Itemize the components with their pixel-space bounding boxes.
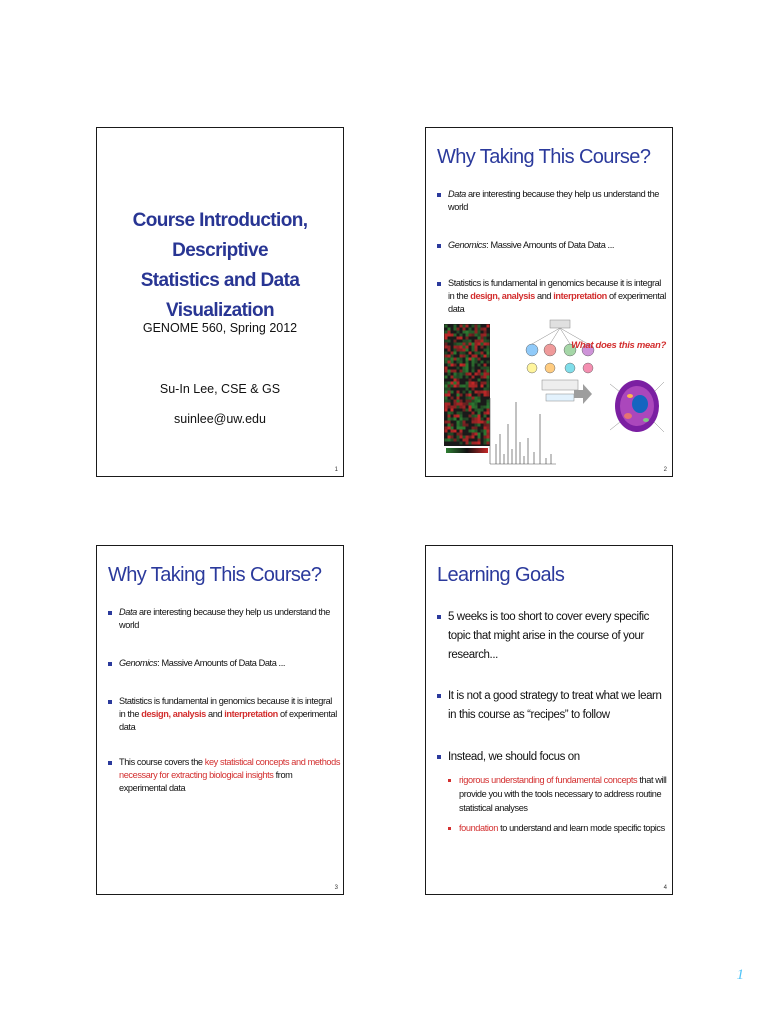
bullet-list <box>437 188 669 316</box>
bullet-list <box>437 608 669 841</box>
bullet-em: Genomics <box>119 658 158 668</box>
slide-number: 4 <box>663 885 667 891</box>
slide-title <box>97 206 343 326</box>
bullet-data <box>437 188 669 214</box>
bullet-em: Genomics <box>448 240 487 250</box>
sub-bullet-rigorous <box>448 773 669 815</box>
bullet-text: are interesting because they help us understand the world <box>119 607 331 630</box>
sub-bullet-highlight: rigorous understanding of fundamental concepts <box>459 775 638 785</box>
bullet-genomics <box>437 239 669 252</box>
bullet-text: of experimental data <box>119 709 337 732</box>
bullet-text: Statistics is fundamental in genomics because it is integral in the <box>448 278 661 301</box>
bullet-statistics <box>108 695 340 734</box>
heatmap-image <box>444 324 490 456</box>
slide-4 <box>425 545 673 895</box>
bullet-text: This course covers the <box>119 757 205 767</box>
bullet-course-covers <box>108 756 340 795</box>
slide-3 <box>96 545 344 895</box>
bullet-text: Instead, we should focus on <box>448 751 580 763</box>
bullet-text: Statistics is fundamental in genomics because it is integral in the <box>119 696 332 719</box>
bullet-text: : Massive Amounts of Data Data ... <box>486 240 615 250</box>
bullet-text: of experimental data <box>448 291 666 314</box>
slide-number: 1 <box>334 467 338 473</box>
bullet-list <box>108 606 340 795</box>
bullet-highlight: design, analysis <box>470 291 535 301</box>
bullet-focus <box>437 748 669 835</box>
cell-illustration-image <box>606 364 668 444</box>
bullet-statistics <box>437 277 669 316</box>
bullet-text: from experimental data <box>119 770 293 793</box>
sub-bullet-text: that will provide you with the tools necessary to address routine statistical analyses <box>459 775 667 813</box>
slide-heading: Why Taking This Course? <box>437 146 651 168</box>
slide-1 <box>96 127 344 477</box>
course-label: GENOME 560, Spring 2012 <box>142 321 298 335</box>
slide-number: 3 <box>334 885 338 891</box>
question-label: What does this mean? <box>571 340 666 351</box>
title-line-2: Statistics and Data Visualization <box>140 270 300 321</box>
bullet-highlight: key statistical concepts and methods necessary for extracting biological insights <box>119 757 341 780</box>
bullet-text: and <box>205 709 225 719</box>
bullet-text: and <box>534 291 554 301</box>
bullet-text: are interesting because they help us understand the world <box>448 189 660 212</box>
arrow-right-icon <box>574 384 592 404</box>
sub-bullet-list <box>448 773 669 835</box>
bullet-highlight: design, analysis <box>141 709 206 719</box>
bullet-data <box>108 606 340 632</box>
sub-bullet-foundation <box>448 821 669 835</box>
page-number: 1 <box>736 967 744 983</box>
bullet-recipes: It is not a good strategy to treat what we learn in this course as “recipes” to follow <box>437 687 669 725</box>
spectrum-plot-image <box>488 394 558 472</box>
email-label: suinlee@uw.edu <box>174 412 266 426</box>
bullet-em: Data <box>119 607 137 617</box>
bullet-genomics <box>108 657 340 670</box>
slide-heading: Learning Goals <box>437 564 565 586</box>
bullet-text: : Massive Amounts of Data Data ... <box>157 658 286 668</box>
bullet-five-weeks: 5 weeks is too short to cover every specific topic that might arise in the course of your research... <box>437 608 669 665</box>
bullet-highlight: interpretation <box>553 291 607 301</box>
sub-bullet-highlight: foundation <box>459 823 498 833</box>
author-label: Su-In Lee, CSE & GS <box>159 382 281 396</box>
sub-bullet-text: to understand and learn mode specific topics <box>497 823 665 833</box>
slide-heading: Why Taking This Course? <box>108 564 322 586</box>
bullet-highlight: interpretation <box>224 709 278 719</box>
slide-number: 2 <box>663 467 667 473</box>
slide-2 <box>425 127 673 477</box>
bullet-em: Data <box>448 189 466 199</box>
title-line-1: Course Introduction, Descriptive <box>132 210 308 261</box>
